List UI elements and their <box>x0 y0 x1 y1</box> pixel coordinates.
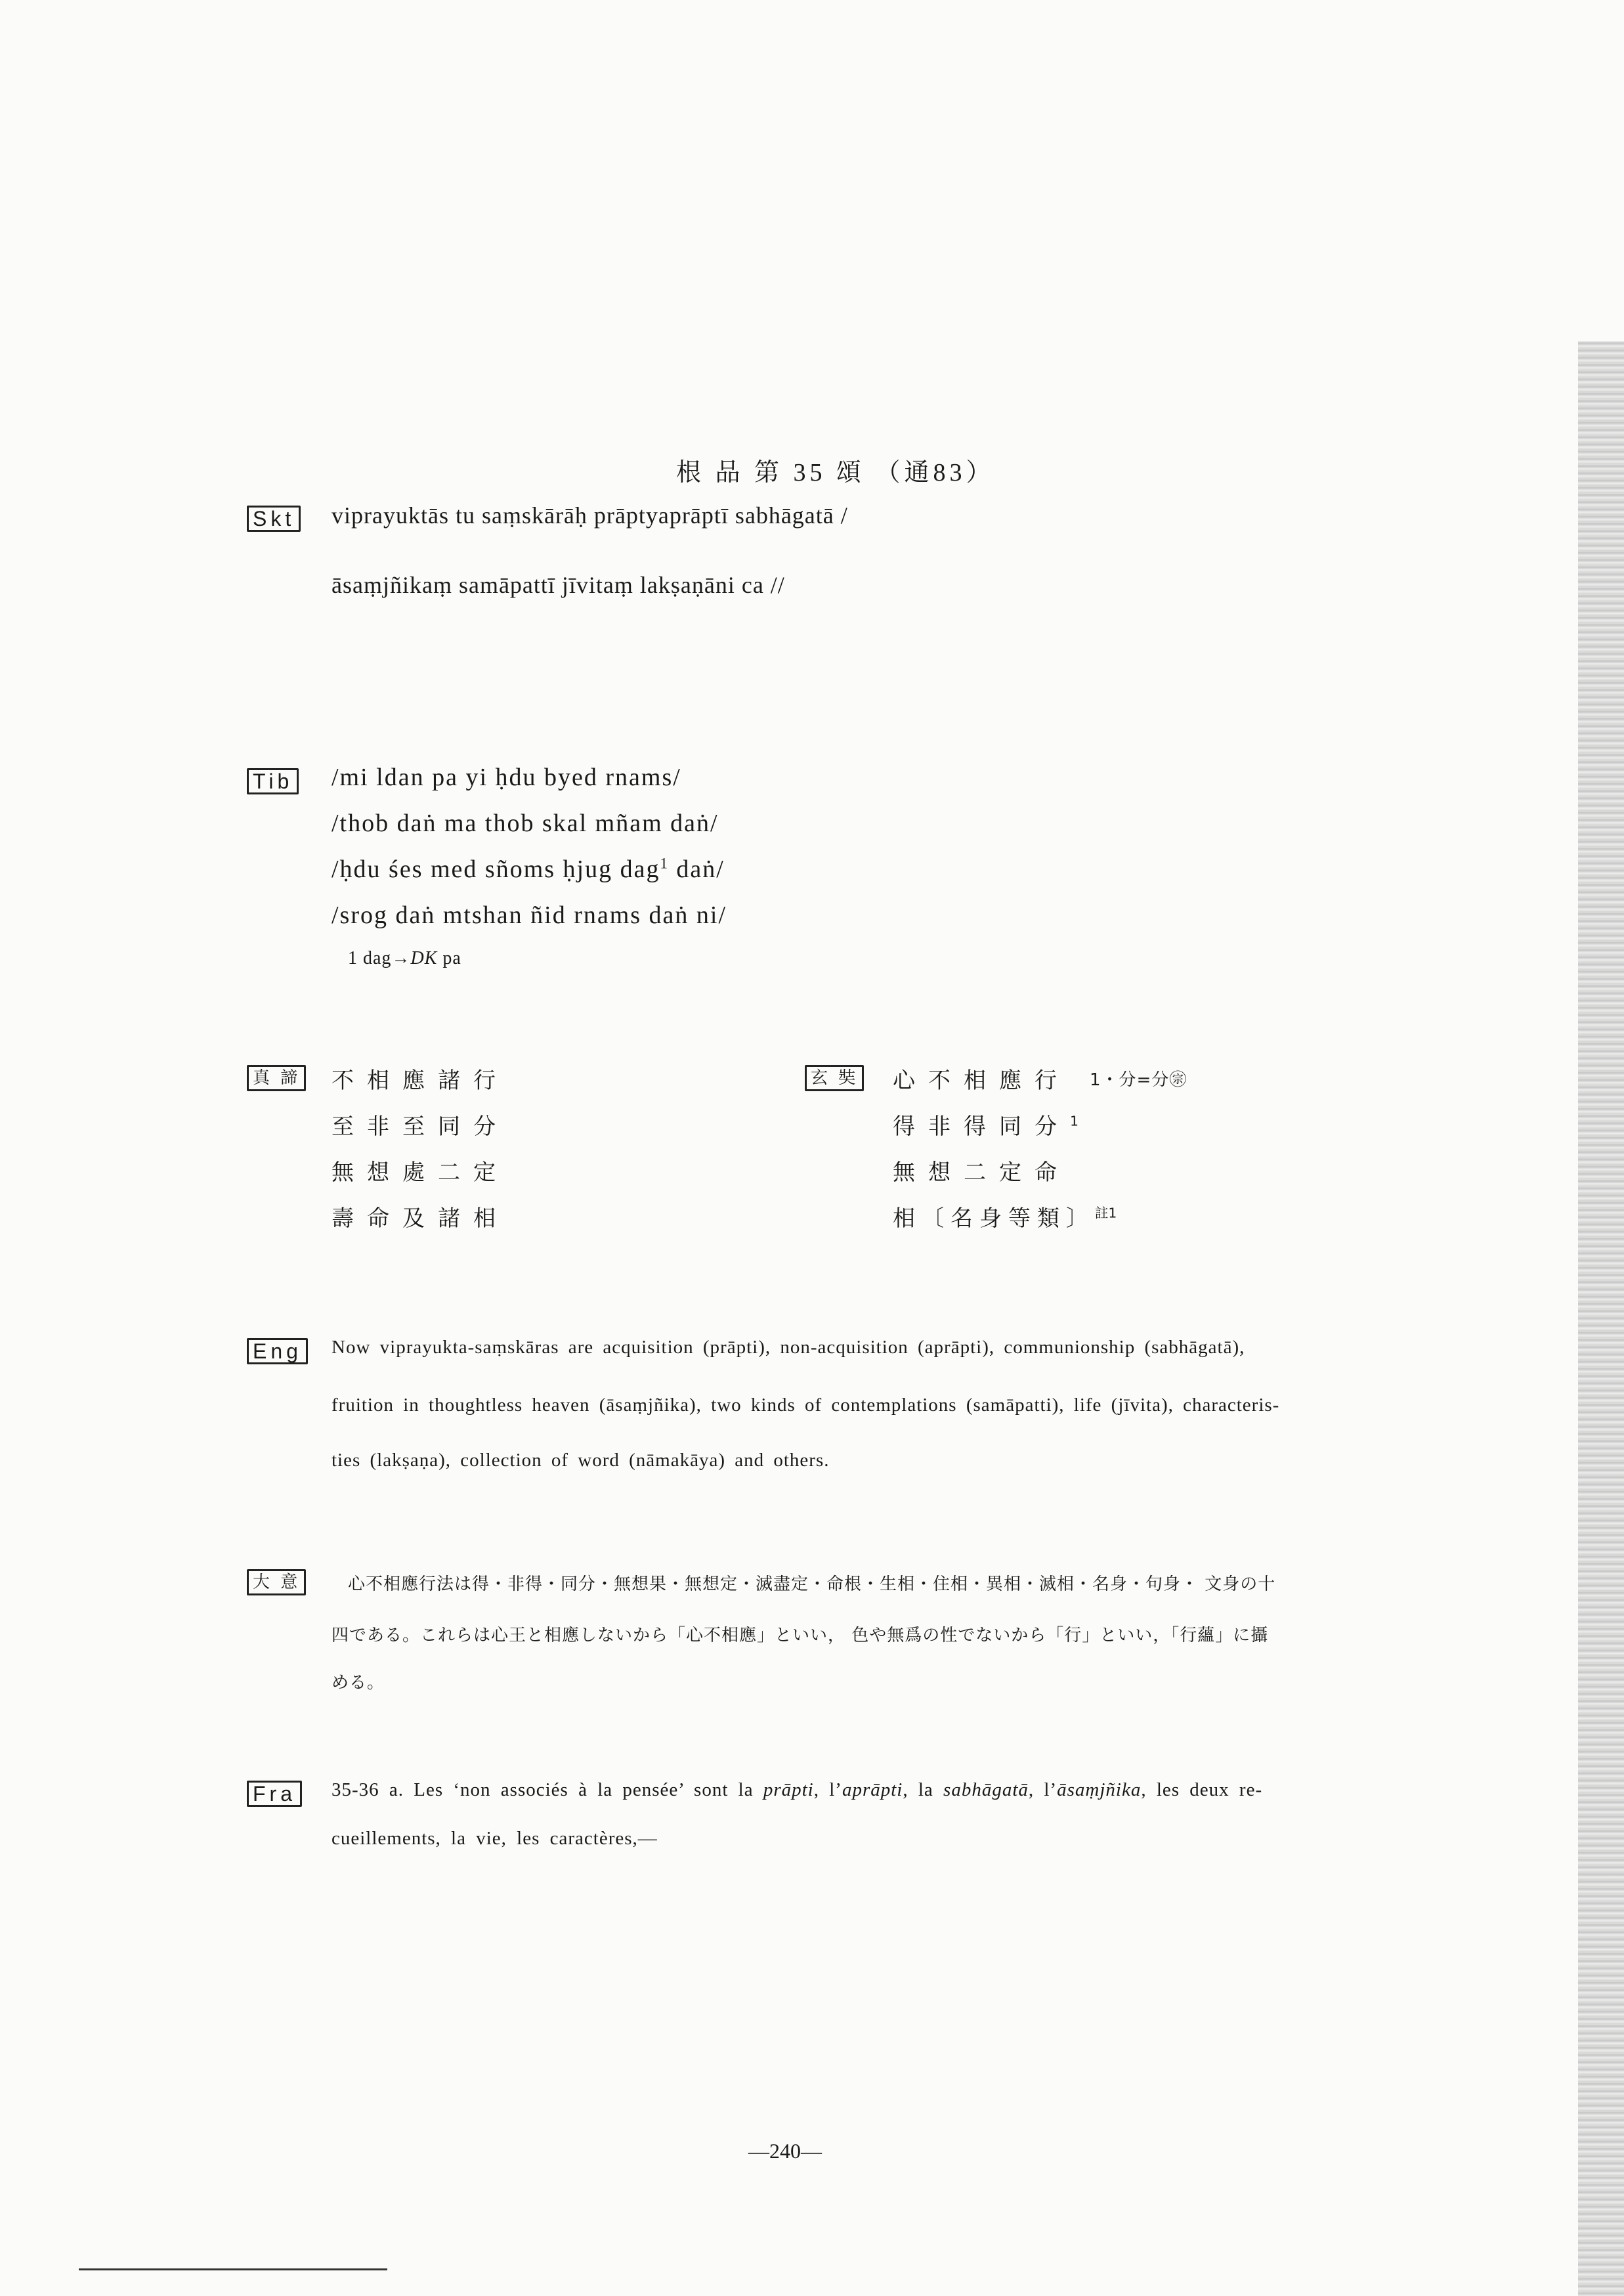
zhendi-line-2: 至非至同分 <box>331 1114 509 1140</box>
french-text-5: , les deux re- <box>1141 1779 1263 1800</box>
french-line-2: cueillements, la vie, les caractères,— <box>331 1828 658 1849</box>
japanese-line-1: 心不相應行法は得・非得・同分・無想果・無想定・滅盡定・命根・生相・住相・異相・滅相・名身・句身・ 文身の十 <box>348 1574 1276 1594</box>
french-term-sabhagata: sabhāgatā <box>943 1779 1029 1800</box>
tibetan-note-b: DK <box>410 948 438 968</box>
xuanzang-line-1: 心不相應行 <box>893 1068 1070 1094</box>
english-line-2: fruition in thoughtless heaven (āsaṃjñika), two kinds of contemplations (samāpatti), life (jīvita), characteris- <box>331 1395 1280 1416</box>
tibetan-line-4: /srog daṅ mtshan ñid rnams daṅ ni/ <box>331 901 727 929</box>
label-fra: Fra <box>247 1781 302 1807</box>
label-zhendi: 真 諦 <box>247 1065 306 1091</box>
xuanzang-line-2-text: 得非得同分 <box>893 1114 1070 1140</box>
xuanzang-footnote-mark: 1 <box>1070 1113 1079 1129</box>
xuanzang-line-3: 無想二定命 <box>893 1159 1070 1186</box>
section-heading: 根 品 第 35 頌 （通83） <box>676 459 995 487</box>
tibetan-line-3 <box>331 855 725 884</box>
french-text-1: 35-36 a. Les ‘non associés à la pensée’ sont la <box>331 1779 763 1800</box>
label-daii: 大 意 <box>247 1569 306 1595</box>
xuanzang-line-4 <box>893 1200 1117 1232</box>
xuanzang-annotation-mark: 註1 <box>1095 1205 1117 1221</box>
french-text-2: , l’ <box>813 1779 842 1800</box>
label-skt: Skt <box>247 506 301 532</box>
french-term-aprapti: aprāpti <box>842 1779 903 1800</box>
xuanzang-line-4-text: 相〔名身等類〕 <box>893 1205 1095 1232</box>
zhendi-line-4: 壽命及諸相 <box>331 1205 509 1232</box>
tibetan-line-1: /mi ldan pa yi ḥdu byed rnams/ <box>331 764 681 791</box>
bottom-rule <box>79 2268 387 2270</box>
zhendi-line-3: 無想處二定 <box>331 1159 509 1186</box>
japanese-line-2: 四である。これらは心王と相應しないから「心不相應」といい， 色や無爲の性でないから「行」といい，「行蘊」に攝 <box>331 1626 1269 1645</box>
zhendi-line-1: 不相應諸行 <box>331 1068 509 1094</box>
french-text-4: , l’ <box>1028 1779 1058 1800</box>
xuanzang-note: 1・分=分㊪ <box>1090 1070 1187 1090</box>
scan-edge-shadow <box>1578 341 1624 2296</box>
japanese-line-3: める。 <box>331 1673 385 1693</box>
tibetan-note <box>348 948 461 969</box>
french-line-1 <box>331 1779 1262 1801</box>
tibetan-line-2: /thob daṅ ma thob skal mñam daṅ/ <box>331 810 719 837</box>
french-term-asamjnika: āsaṃjñika <box>1057 1779 1142 1800</box>
label-eng: Eng <box>247 1338 308 1364</box>
page-number: —240— <box>748 2139 822 2163</box>
label-tib: Tib <box>247 768 299 794</box>
tibetan-line-3-text: /ḥdu śes med sñoms ḥjug dag <box>331 856 660 883</box>
sanskrit-line-2: āsaṃjñikaṃ samāpattī jīvitaṃ lakṣaṇāni ca // <box>331 572 785 598</box>
sanskrit-line-1: viprayuktās tu saṃskārāḥ prāptyaprāptī sabhāgatā / <box>331 502 848 529</box>
label-xuanzang: 玄 奘 <box>805 1065 864 1091</box>
english-line-1: Now viprayukta-saṃskāras are acquisition (prāpti), non-acquisition (aprāpti), communionship (sabhāgatā), <box>331 1337 1245 1358</box>
english-line-3: ties (lakṣaṇa), collection of word (nāmakāya) and others. <box>331 1450 830 1471</box>
french-term-prapti: prāpti <box>763 1779 814 1800</box>
tibetan-line-3-end: daṅ/ <box>668 856 725 883</box>
tibetan-note-c: pa <box>437 948 461 968</box>
tibetan-note-a: 1 dag→ <box>348 948 411 968</box>
tibetan-footnote-mark: 1 <box>660 855 669 872</box>
xuanzang-line-2 <box>893 1108 1079 1140</box>
french-text-3: , la <box>903 1779 944 1800</box>
